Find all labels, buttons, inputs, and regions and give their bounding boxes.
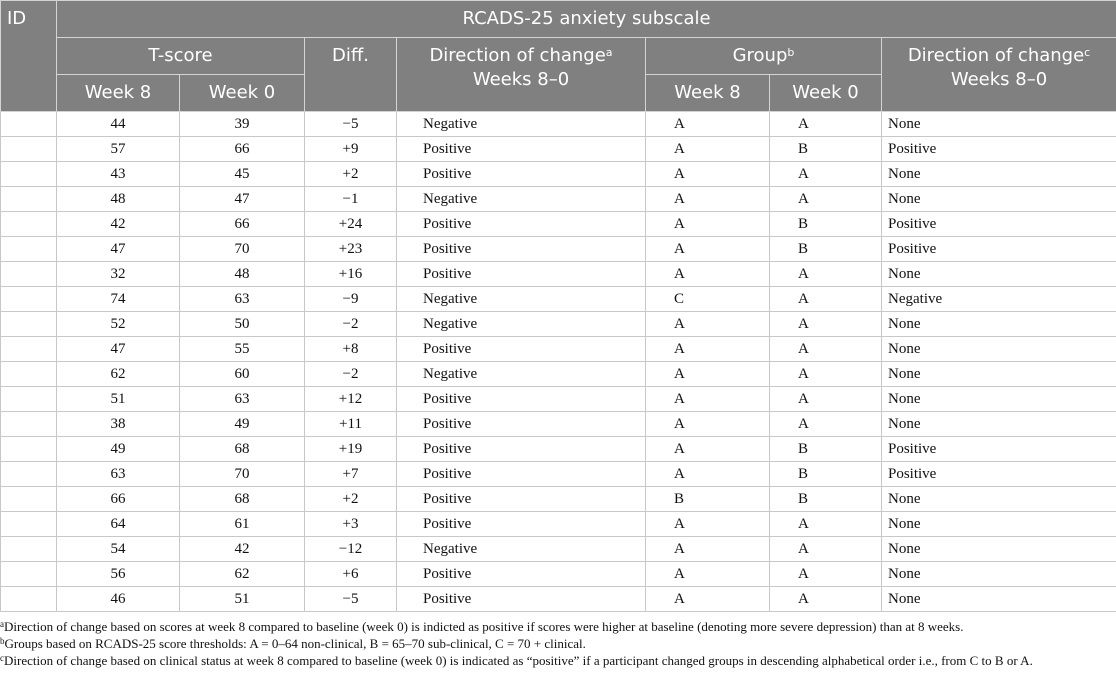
cell-week0-score: 60 <box>180 362 305 387</box>
cell-group-week8: A <box>646 587 770 612</box>
cell-id <box>1 312 57 337</box>
header-direction-a-line2: Weeks 8–0 <box>472 69 570 90</box>
cell-direction: Negative <box>397 537 646 562</box>
cell-week0-score: 50 <box>180 312 305 337</box>
cell-diff: +23 <box>305 237 397 262</box>
cell-group-week8: A <box>646 437 770 462</box>
table-row <box>1 437 1116 462</box>
cell-direction: Positive <box>397 262 646 287</box>
footnote <box>0 618 1112 635</box>
cell-group-week0: B <box>770 237 882 262</box>
table-row <box>1 137 1116 162</box>
cell-id <box>1 487 57 512</box>
cell-group-week8: A <box>646 187 770 212</box>
cell-week8-score: 43 <box>57 162 180 187</box>
cell-direction-group: None <box>882 162 1116 187</box>
cell-direction: Positive <box>397 337 646 362</box>
cell-group-week8: A <box>646 512 770 537</box>
cell-group-week8: A <box>646 337 770 362</box>
cell-direction-group: None <box>882 112 1116 137</box>
footnote-marker: c <box>0 653 4 663</box>
cell-direction: Positive <box>397 462 646 487</box>
cell-week8-score: 46 <box>57 587 180 612</box>
cell-diff: +19 <box>305 437 397 462</box>
cell-group-week8: A <box>646 412 770 437</box>
cell-week0-score: 62 <box>180 562 305 587</box>
cell-group-week8: A <box>646 262 770 287</box>
cell-direction-group: Positive <box>882 437 1116 462</box>
cell-direction-group: None <box>882 187 1116 212</box>
cell-group-week0: B <box>770 137 882 162</box>
cell-week0-score: 49 <box>180 412 305 437</box>
cell-direction-group: None <box>882 537 1116 562</box>
cell-id <box>1 212 57 237</box>
cell-week8-score: 56 <box>57 562 180 587</box>
header-tscore-week0: Week 0 <box>180 75 305 112</box>
cell-group-week0: A <box>770 387 882 412</box>
footnote-text: Direction of change based on clinical status at week 8 compared to baseline (week 0) is indicated as “positive” if a participant changed groups in descending alphabetical order i.e., from C to B or A. <box>4 653 1033 668</box>
cell-id <box>1 137 57 162</box>
header-diff: Diff. <box>305 38 397 112</box>
cell-id <box>1 537 57 562</box>
cell-diff: −9 <box>305 287 397 312</box>
cell-direction-group: Negative <box>882 287 1116 312</box>
cell-direction-group: None <box>882 412 1116 437</box>
table-row <box>1 537 1116 562</box>
table-row <box>1 312 1116 337</box>
cell-group-week0: B <box>770 462 882 487</box>
cell-id <box>1 187 57 212</box>
cell-week0-score: 66 <box>180 137 305 162</box>
cell-direction: Negative <box>397 187 646 212</box>
cell-group-week8: A <box>646 562 770 587</box>
header-group-week8: Week 8 <box>646 75 770 112</box>
cell-direction-group: None <box>882 562 1116 587</box>
header-tscore: T-score <box>57 38 305 75</box>
cell-direction: Positive <box>397 137 646 162</box>
cell-diff: +8 <box>305 337 397 362</box>
table-row <box>1 287 1116 312</box>
cell-id <box>1 262 57 287</box>
cell-diff: −5 <box>305 587 397 612</box>
cell-week0-score: 61 <box>180 512 305 537</box>
cell-direction-group: None <box>882 362 1116 387</box>
cell-week8-score: 48 <box>57 187 180 212</box>
cell-direction: Positive <box>397 437 646 462</box>
cell-week0-score: 68 <box>180 487 305 512</box>
cell-week8-score: 54 <box>57 537 180 562</box>
header-direction-a <box>397 38 646 112</box>
cell-group-week0: A <box>770 337 882 362</box>
cell-week8-score: 38 <box>57 412 180 437</box>
cell-week0-score: 55 <box>180 337 305 362</box>
cell-id <box>1 112 57 137</box>
cell-diff: +16 <box>305 262 397 287</box>
table-row <box>1 337 1116 362</box>
footnotes <box>0 612 1112 669</box>
cell-diff: −5 <box>305 112 397 137</box>
cell-direction: Negative <box>397 287 646 312</box>
cell-week0-score: 66 <box>180 212 305 237</box>
cell-diff: −1 <box>305 187 397 212</box>
cell-direction: Positive <box>397 512 646 537</box>
cell-group-week0: A <box>770 187 882 212</box>
table-row <box>1 162 1116 187</box>
cell-direction: Positive <box>397 162 646 187</box>
cell-group-week0: A <box>770 112 882 137</box>
cell-week8-score: 47 <box>57 237 180 262</box>
header-title: RCADS-25 anxiety subscale <box>57 1 1116 38</box>
cell-direction: Positive <box>397 412 646 437</box>
cell-group-week0: A <box>770 562 882 587</box>
header-direction-c-line1: Direction of change <box>907 45 1085 66</box>
footnote-text: Groups based on RCADS-25 score thresholds: A = 0–64 non-clinical, B = 65–70 sub-clinical, C = 70 + clinical. <box>4 636 586 651</box>
cell-group-week8: A <box>646 162 770 187</box>
cell-direction-group: Positive <box>882 212 1116 237</box>
cell-week0-score: 39 <box>180 112 305 137</box>
cell-direction: Negative <box>397 112 646 137</box>
cell-id <box>1 362 57 387</box>
cell-diff: +2 <box>305 162 397 187</box>
cell-id <box>1 437 57 462</box>
cell-week0-score: 68 <box>180 437 305 462</box>
table-row <box>1 112 1116 137</box>
cell-direction-group: Positive <box>882 237 1116 262</box>
cell-diff: −2 <box>305 312 397 337</box>
cell-id <box>1 387 57 412</box>
cell-week8-score: 52 <box>57 312 180 337</box>
cell-week0-score: 45 <box>180 162 305 187</box>
cell-group-week8: A <box>646 537 770 562</box>
cell-direction-group: None <box>882 512 1116 537</box>
footnote-mark-a: a <box>605 46 613 59</box>
cell-diff: +7 <box>305 462 397 487</box>
footnote <box>0 635 1112 652</box>
cell-diff: +2 <box>305 487 397 512</box>
cell-group-week0: B <box>770 487 882 512</box>
cell-group-week0: A <box>770 312 882 337</box>
cell-direction-group: None <box>882 337 1116 362</box>
table-row <box>1 412 1116 437</box>
cell-id <box>1 287 57 312</box>
cell-direction-group: Positive <box>882 137 1116 162</box>
cell-direction-group: None <box>882 487 1116 512</box>
footnote <box>0 652 1112 669</box>
header-group <box>646 38 882 75</box>
table-row <box>1 487 1116 512</box>
cell-group-week8: A <box>646 312 770 337</box>
cell-group-week8: A <box>646 112 770 137</box>
cell-week8-score: 47 <box>57 337 180 362</box>
cell-week0-score: 70 <box>180 237 305 262</box>
table-row <box>1 262 1116 287</box>
cell-group-week8: A <box>646 362 770 387</box>
cell-group-week8: A <box>646 387 770 412</box>
cell-id <box>1 512 57 537</box>
header-direction-c <box>882 38 1116 112</box>
cell-group-week0: A <box>770 587 882 612</box>
cell-diff: +24 <box>305 212 397 237</box>
cell-group-week8: A <box>646 212 770 237</box>
cell-group-week8: A <box>646 137 770 162</box>
header-group-week0: Week 0 <box>770 75 882 112</box>
cell-diff: +12 <box>305 387 397 412</box>
cell-direction: Positive <box>397 387 646 412</box>
cell-direction-group: None <box>882 262 1116 287</box>
header-id: ID <box>1 1 57 112</box>
cell-diff: −12 <box>305 537 397 562</box>
header-group-label: Group <box>732 45 788 66</box>
cell-group-week8: C <box>646 287 770 312</box>
cell-week8-score: 66 <box>57 487 180 512</box>
cell-diff: −2 <box>305 362 397 387</box>
cell-week0-score: 63 <box>180 387 305 412</box>
header-direction-a-line1: Direction of change <box>429 45 606 66</box>
cell-group-week0: B <box>770 437 882 462</box>
cell-group-week0: A <box>770 537 882 562</box>
footnote-mark-b: b <box>787 46 795 59</box>
cell-diff: +3 <box>305 512 397 537</box>
cell-diff: +11 <box>305 412 397 437</box>
table-row <box>1 512 1116 537</box>
cell-week8-score: 57 <box>57 137 180 162</box>
footnote-marker: b <box>0 636 5 646</box>
cell-week8-score: 42 <box>57 212 180 237</box>
cell-group-week0: A <box>770 512 882 537</box>
cell-direction-group: None <box>882 312 1116 337</box>
table-body <box>1 112 1116 612</box>
table-row <box>1 237 1116 262</box>
cell-week0-score: 51 <box>180 587 305 612</box>
cell-week8-score: 44 <box>57 112 180 137</box>
table-header <box>1 1 1116 112</box>
cell-diff: +9 <box>305 137 397 162</box>
cell-week0-score: 63 <box>180 287 305 312</box>
cell-id <box>1 462 57 487</box>
cell-week0-score: 70 <box>180 462 305 487</box>
cell-direction: Positive <box>397 237 646 262</box>
cell-direction-group: None <box>882 387 1116 412</box>
cell-week0-score: 42 <box>180 537 305 562</box>
cell-group-week8: A <box>646 462 770 487</box>
cell-id <box>1 412 57 437</box>
cell-group-week0: A <box>770 162 882 187</box>
cell-id <box>1 237 57 262</box>
cell-group-week0: A <box>770 362 882 387</box>
cell-week0-score: 48 <box>180 262 305 287</box>
cell-direction: Negative <box>397 312 646 337</box>
cell-direction: Positive <box>397 212 646 237</box>
table-row <box>1 362 1116 387</box>
cell-direction: Positive <box>397 487 646 512</box>
cell-week8-score: 49 <box>57 437 180 462</box>
footnote-mark-c: c <box>1084 46 1091 59</box>
cell-week8-score: 74 <box>57 287 180 312</box>
header-direction-c-line2: Weeks 8–0 <box>950 69 1048 90</box>
cell-id <box>1 587 57 612</box>
cell-week8-score: 51 <box>57 387 180 412</box>
cell-week8-score: 32 <box>57 262 180 287</box>
cell-direction-group: None <box>882 587 1116 612</box>
table-row <box>1 587 1116 612</box>
cell-group-week8: B <box>646 487 770 512</box>
cell-group-week0: A <box>770 412 882 437</box>
cell-direction: Positive <box>397 562 646 587</box>
cell-direction: Negative <box>397 362 646 387</box>
cell-week8-score: 62 <box>57 362 180 387</box>
header-tscore-week8: Week 8 <box>57 75 180 112</box>
cell-id <box>1 337 57 362</box>
cell-week8-score: 63 <box>57 462 180 487</box>
cell-week8-score: 64 <box>57 512 180 537</box>
cell-id <box>1 162 57 187</box>
table-row <box>1 212 1116 237</box>
cell-diff: +6 <box>305 562 397 587</box>
cell-group-week0: A <box>770 262 882 287</box>
cell-direction-group: Positive <box>882 462 1116 487</box>
cell-id <box>1 562 57 587</box>
cell-group-week8: A <box>646 237 770 262</box>
footnote-text: Direction of change based on scores at week 8 compared to baseline (week 0) is indicted as positive if scores were higher at baseline (denoting more severe depression) than at 8 weeks. <box>4 619 964 634</box>
table-row <box>1 562 1116 587</box>
table-row <box>1 187 1116 212</box>
table-row <box>1 462 1116 487</box>
table-row <box>1 387 1116 412</box>
cell-group-week0: A <box>770 287 882 312</box>
cell-direction: Positive <box>397 587 646 612</box>
cell-group-week0: B <box>770 212 882 237</box>
footnote-marker: a <box>0 619 4 629</box>
cell-week0-score: 47 <box>180 187 305 212</box>
